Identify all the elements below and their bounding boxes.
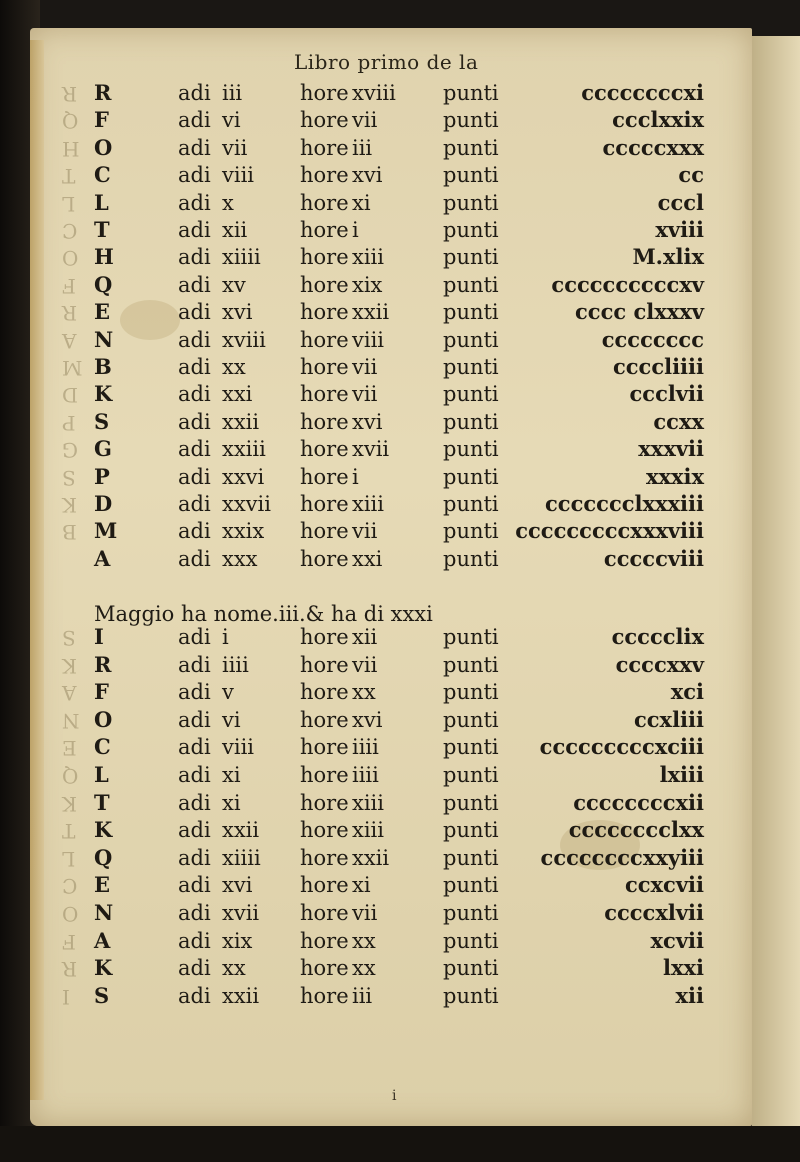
- dominical-letter: N: [94, 326, 114, 352]
- adi-label: adi: [178, 245, 211, 270]
- punti-label: punti: [443, 81, 499, 105]
- punti-value: ccxx: [653, 408, 704, 434]
- margin-letter: O: [62, 246, 79, 271]
- hour-number: i: [352, 218, 359, 242]
- dominical-letter: S: [94, 408, 110, 434]
- margin-letter: M: [62, 356, 83, 380]
- margin-letter: G: [62, 438, 78, 463]
- margin-letter: F: [62, 273, 76, 298]
- dominical-letter: D: [94, 491, 113, 516]
- dominical-letter: R: [94, 80, 112, 105]
- dominical-letter: F: [94, 107, 109, 133]
- punti-value: xxxvii: [638, 436, 704, 462]
- table-row: [0, 652, 800, 682]
- margin-letter: I: [62, 984, 70, 1009]
- day-number: xxiii: [222, 437, 266, 462]
- table-row: [0, 734, 800, 764]
- margin-letter: C: [62, 219, 78, 243]
- adi-label: adi: [178, 108, 211, 133]
- hour-number: xiii: [352, 492, 384, 516]
- punti-label: punti: [443, 218, 499, 242]
- day-number: xx: [222, 355, 246, 379]
- day-number: xxii: [222, 409, 260, 434]
- margin-letter: S: [62, 626, 76, 650]
- punti-label: punti: [443, 818, 499, 843]
- hour-number: iiii: [352, 735, 379, 760]
- page-mark: i: [392, 1088, 397, 1104]
- hore-label: hore: [300, 163, 349, 188]
- table-row: [0, 845, 800, 875]
- punti-value: ccclxxix: [612, 107, 704, 133]
- punti-label: punti: [443, 652, 499, 677]
- day-number: xix: [222, 928, 253, 953]
- bottom-shadow: [0, 1126, 800, 1162]
- table-row: [0, 491, 800, 521]
- margin-letter: F: [62, 929, 76, 954]
- dominical-letter: G: [94, 436, 112, 462]
- day-number: xiiii: [222, 245, 261, 270]
- table-row: [0, 518, 800, 548]
- punti-value: cccccccclxx: [568, 817, 704, 843]
- margin-letter: R: [62, 301, 78, 326]
- adi-label: adi: [178, 218, 211, 242]
- punti-label: punti: [443, 492, 499, 516]
- day-number: vi: [222, 707, 241, 732]
- hour-number: xiii: [352, 790, 384, 815]
- punti-value: ccclvii: [629, 381, 704, 407]
- day-number: xi: [222, 763, 241, 787]
- day-number: xii: [222, 218, 248, 242]
- punti-value: cccc clxxxv: [575, 299, 704, 325]
- hore-label: hore: [300, 790, 349, 815]
- punti-value: ccxcvii: [624, 872, 704, 898]
- table-row: [0, 762, 800, 792]
- punti-value: ccxliii: [633, 706, 704, 732]
- punti-value: cccccccccxxxviii: [515, 518, 704, 544]
- dominical-letter: L: [94, 762, 109, 787]
- adi-label: adi: [178, 873, 211, 898]
- adi-label: adi: [178, 464, 211, 489]
- punti-value: lxxi: [663, 955, 704, 981]
- hore-label: hore: [300, 956, 349, 981]
- day-number: v: [222, 680, 234, 705]
- table-row: [0, 464, 800, 494]
- adi-label: adi: [178, 763, 211, 787]
- hour-number: xiii: [352, 245, 384, 270]
- hore-label: hore: [300, 818, 349, 843]
- hour-number: iiii: [352, 763, 379, 787]
- hore-label: hore: [300, 901, 349, 925]
- day-number: x: [222, 190, 234, 215]
- punti-value: M.xlix: [632, 244, 704, 270]
- punti-value: xviii: [655, 217, 704, 242]
- hore-label: hore: [300, 108, 349, 133]
- punti-label: punti: [443, 680, 499, 705]
- margin-letter: R: [62, 957, 78, 982]
- punti-label: punti: [443, 464, 499, 489]
- dominical-letter: R: [94, 651, 112, 677]
- hore-label: hore: [300, 983, 349, 1008]
- day-number: xvi: [222, 300, 253, 325]
- adi-label: adi: [178, 409, 211, 434]
- punti-value: ccccxlvii: [604, 900, 704, 925]
- adi-label: adi: [178, 519, 211, 544]
- punti-value: ccccccccxxyiii: [540, 844, 704, 870]
- punti-label: punti: [443, 135, 499, 160]
- margin-letter: Q: [62, 109, 79, 134]
- adi-label: adi: [178, 190, 211, 215]
- hour-number: vii: [352, 108, 378, 133]
- punti-value: ccccccclxxxiii: [545, 491, 704, 516]
- adi-label: adi: [178, 625, 211, 649]
- margin-letter: A: [62, 681, 77, 706]
- hour-number: vii: [352, 382, 378, 407]
- day-number: vi: [222, 108, 241, 133]
- dominical-letter: O: [94, 134, 113, 160]
- adi-label: adi: [178, 707, 211, 732]
- punti-label: punti: [443, 382, 499, 407]
- hore-label: hore: [300, 873, 349, 898]
- punti-label: punti: [443, 272, 499, 297]
- adi-label: adi: [178, 956, 211, 981]
- punti-label: punti: [443, 901, 499, 925]
- hour-number: xix: [352, 272, 383, 297]
- dominical-letter: E: [94, 299, 111, 325]
- hour-number: xviii: [352, 81, 396, 105]
- hour-number: xx: [352, 680, 376, 705]
- punti-value: xci: [670, 679, 704, 705]
- day-number: viii: [222, 163, 255, 188]
- day-number: xx: [222, 956, 246, 981]
- table-row: [0, 928, 800, 958]
- punti-value: xii: [675, 982, 704, 1008]
- hour-number: xx: [352, 956, 376, 981]
- adi-label: adi: [178, 355, 211, 379]
- day-number: xvi: [222, 873, 253, 898]
- punti-label: punti: [443, 355, 499, 379]
- hour-number: xvi: [352, 163, 383, 188]
- adi-label: adi: [178, 818, 211, 843]
- table-row: [0, 983, 800, 1013]
- hour-number: xii: [352, 625, 378, 649]
- hore-label: hore: [300, 135, 349, 160]
- dominical-letter: C: [94, 734, 111, 760]
- margin-letter: N: [62, 708, 80, 733]
- table-row: [0, 162, 800, 192]
- day-number: xvii: [222, 901, 260, 925]
- hore-label: hore: [300, 409, 349, 434]
- dominical-letter: S: [94, 982, 110, 1008]
- hore-label: hore: [300, 519, 349, 544]
- table-row: [0, 354, 800, 384]
- margin-letter: E: [62, 736, 77, 761]
- dominical-letter: F: [94, 679, 109, 705]
- punti-label: punti: [443, 245, 499, 270]
- hore-label: hore: [300, 300, 349, 325]
- hore-label: hore: [300, 735, 349, 760]
- adi-label: adi: [178, 81, 211, 105]
- margin-letter: D: [62, 383, 79, 408]
- margin-letter: B: [62, 520, 77, 545]
- margin-letter: H: [62, 136, 80, 161]
- table-row: [0, 80, 800, 110]
- dominical-letter: P: [94, 463, 110, 489]
- table-row: [0, 190, 800, 220]
- hour-number: vii: [352, 652, 378, 677]
- dominical-letter: L: [94, 189, 109, 215]
- day-number: xxvii: [222, 492, 271, 516]
- table-row: [0, 790, 800, 820]
- dominical-letter: Q: [94, 844, 113, 870]
- table-row: [0, 272, 800, 302]
- adi-label: adi: [178, 735, 211, 760]
- adi-label: adi: [178, 845, 211, 870]
- punti-value: ccccccccxii: [573, 789, 704, 815]
- hore-label: hore: [300, 680, 349, 705]
- dominical-letter: K: [94, 817, 113, 843]
- hour-number: xi: [352, 873, 371, 898]
- dominical-letter: I: [94, 624, 104, 649]
- dominical-letter: N: [94, 900, 114, 925]
- hore-label: hore: [300, 437, 349, 462]
- hour-number: iii: [352, 135, 373, 160]
- dominical-letter: A: [94, 927, 111, 953]
- margin-letter: L: [62, 846, 76, 871]
- table-row: [0, 327, 800, 357]
- hore-label: hore: [300, 218, 349, 242]
- hore-label: hore: [300, 707, 349, 732]
- punti-value: ccccccccccxv: [551, 271, 704, 297]
- dominical-letter: M: [94, 518, 118, 544]
- punti-label: punti: [443, 625, 499, 649]
- punti-value: xxxix: [645, 463, 704, 489]
- table-row: [0, 299, 800, 329]
- punti-label: punti: [443, 546, 499, 571]
- dominical-letter: E: [94, 872, 111, 898]
- day-number: xiiii: [222, 845, 261, 870]
- hour-number: xvi: [352, 409, 383, 434]
- table-row: [0, 107, 800, 137]
- margin-letter: K: [62, 493, 77, 517]
- day-number: iiii: [222, 652, 249, 677]
- day-number: vii: [222, 135, 248, 160]
- dominical-letter: T: [94, 789, 110, 815]
- month-heading: Maggio ha nome.iii.& ha di xxxi: [94, 602, 433, 626]
- hore-label: hore: [300, 492, 349, 516]
- punti-value: ccccclix: [611, 624, 704, 649]
- day-number: xxi: [222, 382, 253, 407]
- hore-label: hore: [300, 625, 349, 649]
- adi-label: adi: [178, 382, 211, 407]
- hour-number: i: [352, 464, 359, 489]
- punti-label: punti: [443, 300, 499, 325]
- table-row: [0, 817, 800, 847]
- punti-value: cc: [678, 162, 704, 188]
- hore-label: hore: [300, 763, 349, 787]
- punti-value: cccccccccxciii: [539, 734, 704, 760]
- adi-label: adi: [178, 437, 211, 462]
- margin-letter: S: [62, 465, 76, 490]
- hour-number: xvii: [352, 437, 390, 462]
- punti-label: punti: [443, 163, 499, 188]
- punti-label: punti: [443, 763, 499, 787]
- punti-value: ccccliiii: [612, 354, 704, 379]
- dominical-letter: O: [94, 706, 113, 732]
- table-row: [0, 624, 800, 654]
- table-row: [0, 217, 800, 247]
- table-row: [0, 900, 800, 930]
- adi-label: adi: [178, 546, 211, 571]
- table-row: [0, 707, 800, 737]
- hore-label: hore: [300, 245, 349, 270]
- hore-label: hore: [300, 355, 349, 379]
- hore-label: hore: [300, 327, 349, 352]
- margin-letter: L: [62, 191, 76, 216]
- adi-label: adi: [178, 928, 211, 953]
- day-number: viii: [222, 735, 255, 760]
- adi-label: adi: [178, 790, 211, 815]
- hore-label: hore: [300, 464, 349, 489]
- punti-value: cccccccc: [601, 326, 704, 352]
- day-number: iii: [222, 81, 243, 105]
- table-row: [0, 436, 800, 466]
- hore-label: hore: [300, 652, 349, 677]
- hour-number: xxii: [352, 300, 390, 325]
- punti-label: punti: [443, 928, 499, 953]
- dominical-letter: A: [94, 545, 111, 571]
- table-row: [0, 546, 800, 576]
- margin-letter: P: [62, 410, 76, 435]
- table-row: [0, 244, 800, 274]
- hour-number: iii: [352, 983, 373, 1008]
- punti-value: cccccviii: [603, 545, 704, 571]
- margin-letter: T: [62, 164, 76, 189]
- day-number: xxii: [222, 818, 260, 843]
- punti-label: punti: [443, 437, 499, 462]
- dominical-letter: K: [94, 381, 113, 407]
- day-number: xv: [222, 272, 246, 297]
- adi-label: adi: [178, 163, 211, 188]
- hore-label: hore: [300, 81, 349, 105]
- dominical-letter: K: [94, 955, 113, 981]
- punti-label: punti: [443, 983, 499, 1008]
- hore-label: hore: [300, 928, 349, 953]
- dominical-letter: T: [94, 217, 110, 242]
- punti-label: punti: [443, 409, 499, 434]
- adi-label: adi: [178, 327, 211, 352]
- hour-number: vii: [352, 355, 378, 379]
- punti-label: punti: [443, 327, 499, 352]
- day-number: xi: [222, 790, 241, 815]
- table-row: [0, 135, 800, 165]
- adi-label: adi: [178, 901, 211, 925]
- day-number: xxx: [222, 546, 258, 571]
- punti-value: cccccxxx: [602, 134, 704, 160]
- punti-label: punti: [443, 735, 499, 760]
- adi-label: adi: [178, 680, 211, 705]
- hour-number: viii: [352, 327, 385, 352]
- punti-value: ccccccccxi: [581, 80, 704, 105]
- adi-label: adi: [178, 983, 211, 1008]
- dominical-letter: H: [94, 244, 114, 270]
- hour-number: xi: [352, 190, 371, 215]
- table-row: [0, 872, 800, 902]
- dominical-letter: Q: [94, 271, 113, 297]
- hour-number: xvi: [352, 707, 383, 732]
- table-row: [0, 381, 800, 411]
- adi-label: adi: [178, 135, 211, 160]
- hore-label: hore: [300, 190, 349, 215]
- dominical-letter: C: [94, 162, 111, 188]
- punti-label: punti: [443, 790, 499, 815]
- punti-value: lxiii: [659, 762, 704, 787]
- margin-letter: K: [62, 791, 77, 816]
- margin-letter: C: [62, 874, 78, 899]
- hour-number: vii: [352, 519, 378, 544]
- table-row: [0, 679, 800, 709]
- adi-label: adi: [178, 492, 211, 516]
- table-row: [0, 955, 800, 985]
- hore-label: hore: [300, 845, 349, 870]
- punti-label: punti: [443, 873, 499, 898]
- dominical-letter: B: [94, 354, 112, 379]
- margin-letter: O: [62, 902, 79, 926]
- margin-letter: T: [62, 819, 76, 844]
- punti-label: punti: [443, 190, 499, 215]
- adi-label: adi: [178, 300, 211, 325]
- day-number: xxii: [222, 983, 260, 1008]
- hore-label: hore: [300, 546, 349, 571]
- hour-number: xx: [352, 928, 376, 953]
- hour-number: xxii: [352, 845, 390, 870]
- punti-label: punti: [443, 845, 499, 870]
- hour-number: xiii: [352, 818, 384, 843]
- day-number: i: [222, 625, 229, 649]
- punti-value: cccl: [657, 189, 704, 215]
- hore-label: hore: [300, 382, 349, 407]
- margin-letter: R: [62, 82, 78, 106]
- margin-letter: Q: [62, 764, 79, 788]
- margin-letter: K: [62, 653, 77, 678]
- punti-label: punti: [443, 707, 499, 732]
- hore-label: hore: [300, 272, 349, 297]
- margin-letter: A: [62, 328, 77, 353]
- adi-label: adi: [178, 272, 211, 297]
- punti-value: ccccxxv: [615, 651, 704, 677]
- running-head: Libro primo de la: [294, 50, 479, 74]
- punti-label: punti: [443, 956, 499, 981]
- hour-number: vii: [352, 901, 378, 925]
- table-row: [0, 409, 800, 439]
- day-number: xxix: [222, 519, 265, 544]
- day-number: xviii: [222, 327, 266, 352]
- punti-label: punti: [443, 519, 499, 544]
- day-number: xxvi: [222, 464, 265, 489]
- adi-label: adi: [178, 652, 211, 677]
- hour-number: xxi: [352, 546, 383, 571]
- punti-label: punti: [443, 108, 499, 133]
- punti-value: xcvii: [650, 927, 704, 953]
